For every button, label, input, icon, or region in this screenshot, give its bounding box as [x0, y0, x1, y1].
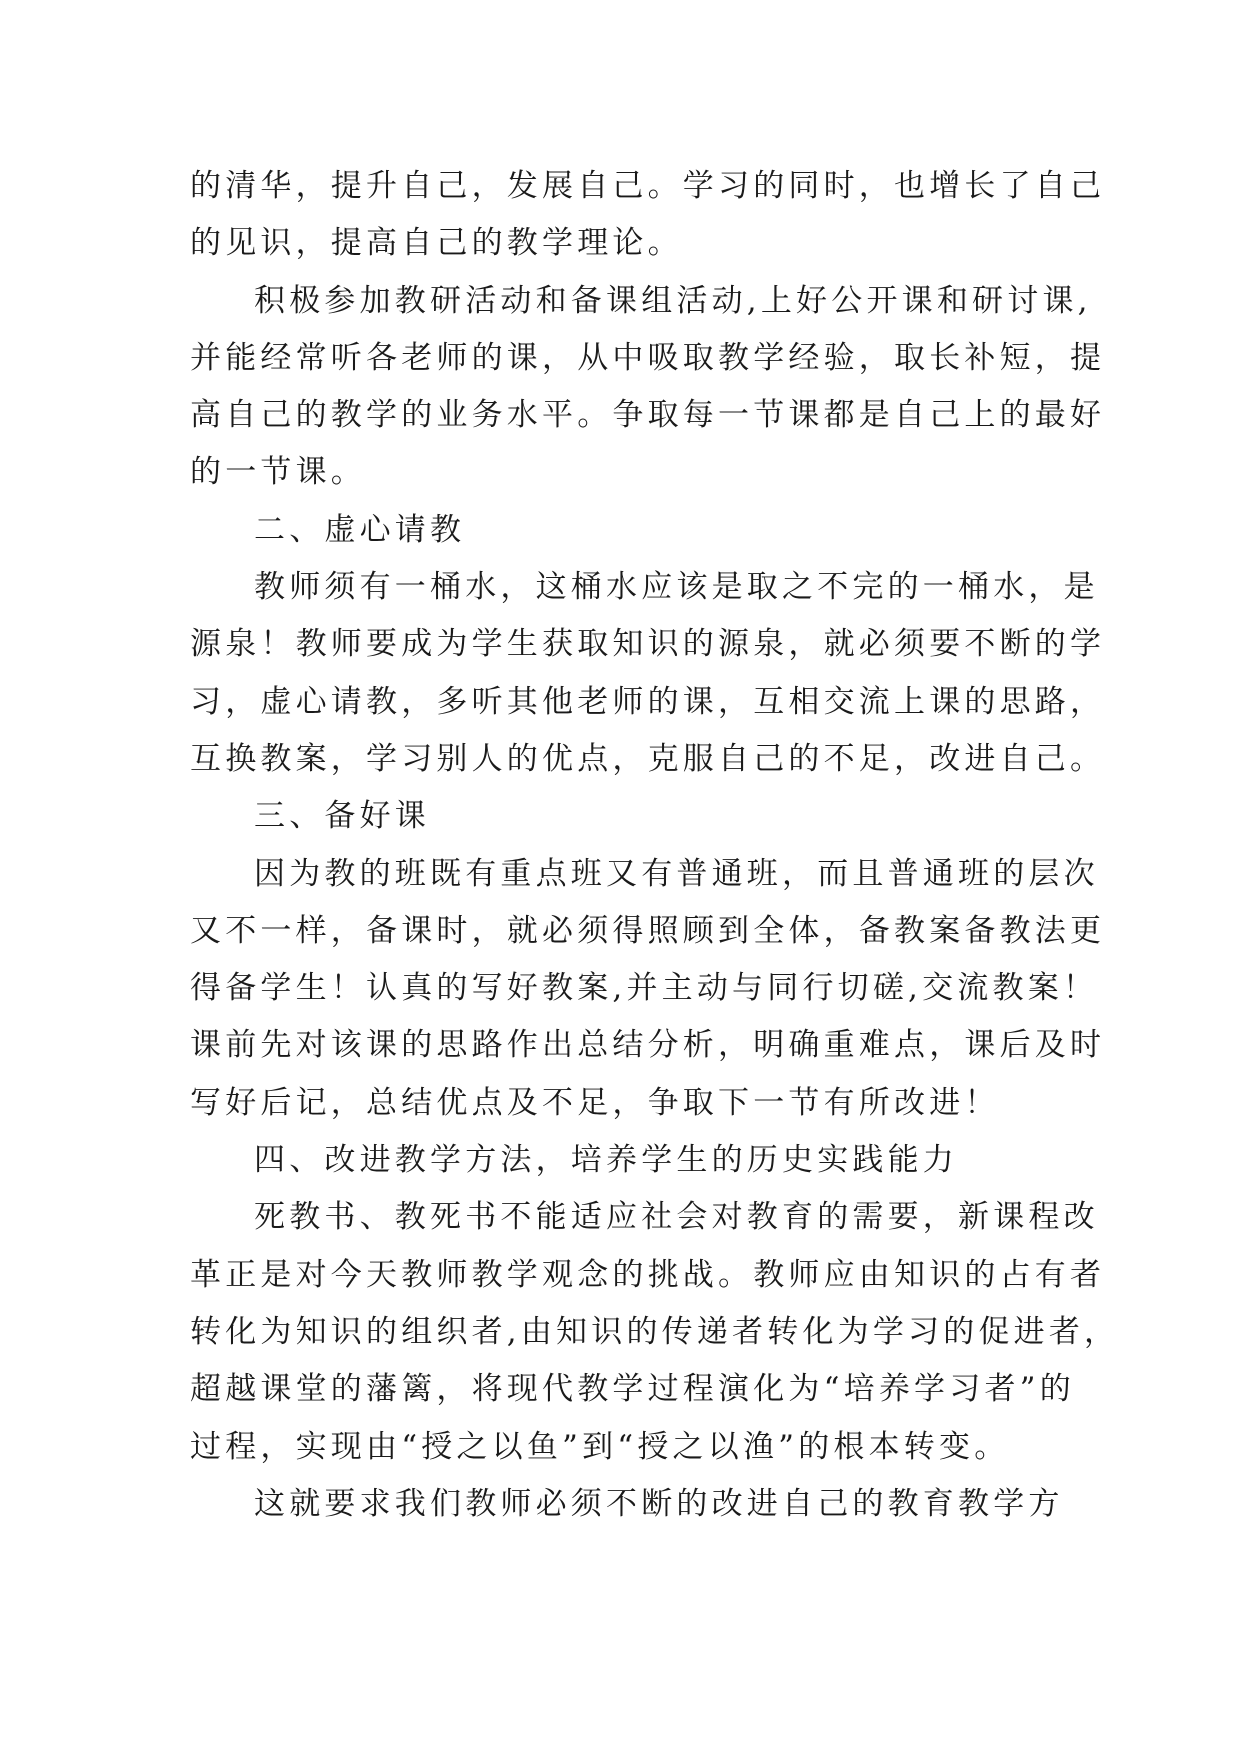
text-line: 三、备好课	[254, 798, 430, 835]
text-line: 的清华，提升自己，发展自己。学习的同时，也增长了自己	[190, 168, 1106, 204]
text-line: 高自己的教学的业务水平。争取每一节课都是自己上的最好	[190, 397, 1106, 434]
text-line: 四、改进教学方法，培养学生的历史实践能力	[254, 1142, 958, 1179]
text-line: 这就要求我们教师必须不断的改进自己的教育教学方	[254, 1485, 1064, 1522]
text-line: 的见识，提高自己的教学理论。	[190, 225, 683, 262]
text-line: 革正是对今天教师教学观念的挑战。教师应由知识的占有者	[190, 1256, 1106, 1293]
text-line: 积极参加教研活动和备课组活动,上好公开课和研讨课,	[254, 282, 1092, 319]
text-line: 互换教案，学习别人的优点，克服自己的不足，改进自己。	[190, 740, 1106, 777]
text-line: 超越课堂的藩篱，将现代教学过程演化为“培养学习者”的	[190, 1371, 1075, 1408]
text-line: 二、虚心请教	[254, 511, 466, 548]
text-line: 写好后记，总结优点及不足，争取下一节有所改进！	[190, 1084, 1000, 1121]
document-body	[190, 158, 1120, 1533]
text-line: 因为教的班既有重点班又有普通班，而且普通班的层次	[254, 855, 1099, 892]
text-line: 并能经常听各老师的课，从中吸取教学经验，取长补短，提	[190, 339, 1106, 376]
text-line: 教师须有一桶水，这桶水应该是取之不完的一桶水，是	[254, 569, 1099, 606]
text-line: 的一节课。	[190, 454, 366, 491]
text-line: 死教书、教死书不能适应社会对教育的需要，新课程改	[254, 1199, 1099, 1236]
text-line: 又不一样，备课时，就必须得照顾到全体，备教案备教法更	[190, 912, 1106, 949]
text-line: 得备学生！认真的写好教案,并主动与同行切磋,交流教案！	[190, 970, 1099, 1007]
text-line: 源泉！教师要成为学生获取知识的源泉，就必须要不断的学	[190, 626, 1106, 663]
text-line: 习，虚心请教，多听其他老师的课，互相交流上课的思路，	[190, 683, 1106, 720]
text-line: 转化为知识的组织者,由知识的传递者转化为学习的促进者，	[190, 1313, 1120, 1350]
text-line: 课前先对该课的思路作出总结分析，明确重难点，课后及时	[190, 1027, 1106, 1064]
text-line: 过程，实现由“授之以鱼”到“授之以渔”的根本转变。	[190, 1428, 1010, 1465]
